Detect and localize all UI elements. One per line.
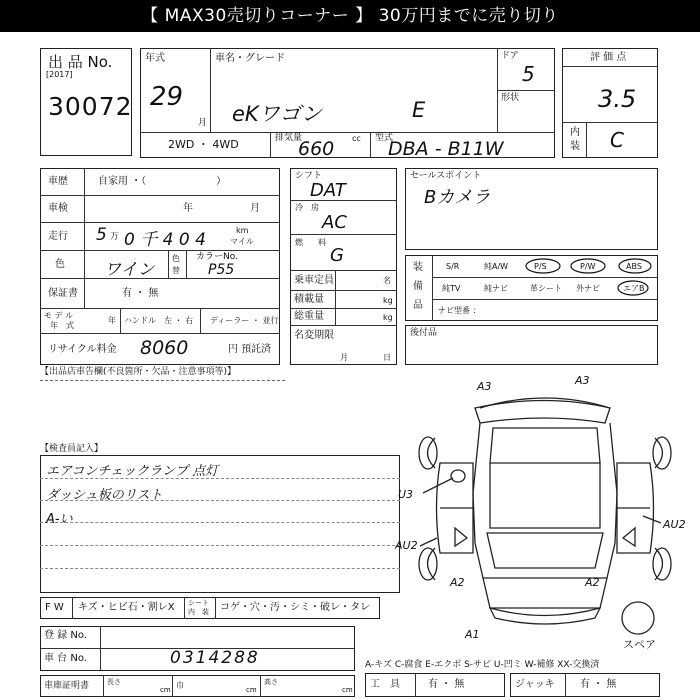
rear-glass — [490, 428, 600, 463]
equip-aw: 純A/W — [484, 262, 509, 271]
type-value: DBA - B11W — [388, 138, 504, 160]
shift-value: DAT — [310, 180, 346, 201]
au2-left-mark: AU2 — [395, 539, 418, 552]
capacity-label: 乗車定員 — [294, 275, 334, 286]
warranty-value: 有 ・ 無 — [122, 288, 159, 299]
front-glass — [487, 533, 603, 568]
length-unit: cm — [160, 686, 171, 694]
nenshiki-value: 29 — [150, 82, 184, 112]
inspection-year: 年 — [183, 203, 193, 214]
abs-circle-mark — [619, 259, 651, 273]
shape-label: 形状 — [501, 93, 520, 103]
colorno-value: P55 — [208, 262, 235, 278]
color-change-2: 替 — [172, 266, 180, 275]
interior-label-1: 内 — [570, 127, 580, 138]
recycle-value: 8060 — [140, 337, 189, 359]
right-mirror — [623, 528, 635, 546]
displacement-value: 660 — [298, 138, 335, 160]
sales-point-value: Bカメラ — [424, 187, 491, 208]
name-change-month: 月 — [340, 353, 348, 362]
shift-label: シフト — [295, 171, 323, 181]
handle-label: ハンドル 左 ・ 右 — [124, 316, 194, 325]
score-label: 評 価 点 — [590, 52, 627, 63]
inspector-label: 【検査員記入】 — [40, 444, 104, 454]
ac-label: 冷 房 — [295, 203, 319, 212]
color-label: 色 — [55, 259, 65, 270]
lot-number-label: 出 品 No. — [48, 53, 113, 71]
a3-top-left-mark: A3 — [477, 380, 492, 393]
roof-outline — [473, 423, 617, 578]
warranty-label: 保証書 — [48, 288, 78, 299]
color-value: ワイン — [104, 260, 155, 280]
navi-model-label: ナビ型番 ： — [438, 306, 481, 315]
tool-label: 工 具 — [370, 679, 400, 690]
mileage-unit-mile: マイル — [230, 237, 254, 246]
nenshiki-label: 年式 — [145, 53, 165, 64]
equipment-label-3: 品 — [413, 300, 423, 311]
equip-pw: P/W — [580, 262, 596, 271]
a1-bottom-mark: A1 — [465, 628, 480, 641]
airbag-circle-mark — [618, 281, 648, 295]
height-label: 高さ — [264, 678, 278, 686]
equipment-circles — [405, 255, 658, 321]
capacity-unit: 名 — [383, 276, 391, 285]
model-label: 車名・グレード — [215, 53, 285, 64]
model-year-label-1: モ デ ル — [44, 311, 74, 320]
name-change-label: 名変期限 — [294, 330, 334, 341]
fw-label: F W — [45, 602, 64, 613]
gross-label: 総重量 — [294, 311, 324, 322]
jack-label: ジャッキ — [515, 679, 555, 690]
roof-panel — [490, 463, 600, 528]
a2-left-mark: A2 — [450, 576, 465, 589]
cert-label: 車庫証明書 — [44, 681, 90, 691]
equipment-label-1: 装 — [413, 262, 423, 273]
spare-tire-circle — [622, 602, 654, 634]
car-damage-diagram — [395, 368, 700, 650]
load-label: 積載量 — [294, 294, 324, 305]
score-value: 3.5 — [598, 85, 637, 113]
name-change-day: 日 — [383, 353, 391, 362]
left-rear-fender — [428, 438, 436, 468]
au2-right-arrow — [643, 516, 661, 523]
mileage-label: 走行 — [48, 231, 68, 242]
note-line-3: A-い — [46, 512, 73, 527]
seat-label-2: 内 装 — [188, 608, 209, 616]
equip-ext-navi: 外ナビ — [576, 284, 600, 293]
ps-circle-mark — [526, 259, 560, 273]
spare-label: スペア — [623, 638, 656, 650]
equip-airbag: エアB — [623, 284, 645, 293]
equip-tv: 純TV — [442, 284, 461, 293]
recycle-unit: 円 預託済 — [228, 344, 272, 355]
fw-items: キズ・ヒビ石・割レX — [78, 602, 175, 613]
a2-right-mark: A2 — [585, 576, 600, 589]
chassis-value: 0314288 — [170, 648, 260, 668]
equip-navi: 純ナビ — [484, 284, 508, 293]
after-parts-box — [405, 325, 658, 365]
equipment-label-2: 備 — [413, 281, 423, 292]
chassis-label: 車 台 No. — [44, 653, 87, 664]
interior-value: C — [610, 128, 624, 152]
right-rear-fender — [655, 438, 663, 468]
mileage-man: 万 — [110, 232, 120, 242]
fuel-label-2: 料 — [318, 238, 326, 247]
equip-sr: S/R — [446, 262, 460, 271]
jack-value: 有 ・ 無 — [580, 679, 617, 690]
mileage-value-b: 0 千 4 0 4 — [124, 230, 206, 250]
ac-value: AC — [322, 212, 347, 233]
inspection-month: 月 — [250, 203, 260, 214]
notes-section-label: 【出品店車告欄(不良箇所・欠品・注意事項等)】 — [40, 367, 237, 377]
sales-point-label: セールスポイント — [410, 171, 482, 181]
tailgate-spoiler — [480, 398, 610, 408]
history-label: 車歴 — [48, 176, 68, 187]
note-line-1: エアコンチェックランプ 点灯 — [46, 464, 219, 479]
load-unit: kg — [383, 296, 393, 305]
door-value: 5 — [522, 62, 535, 86]
month-suffix: 月 — [198, 118, 208, 128]
length-label: 長さ — [107, 678, 121, 686]
grade-value: E — [412, 98, 426, 122]
model-value: eKワゴン — [232, 102, 322, 126]
door-label: ドア — [501, 51, 519, 61]
a3-top-right-mark: A3 — [575, 374, 590, 387]
equip-ps: P/S — [534, 262, 547, 271]
after-parts-label: 後付品 — [410, 328, 438, 338]
displacement-unit: cc — [352, 134, 361, 143]
front-bumper — [490, 608, 600, 624]
mileage-value-a: 5 — [96, 225, 107, 245]
model-year-label-2: 年 式 — [50, 321, 74, 330]
equip-leather: 革シート — [530, 284, 562, 293]
fuel-value: G — [330, 245, 344, 266]
interior-label-2: 装 — [570, 141, 580, 152]
left-mirror — [455, 528, 467, 546]
mileage-unit-km: km — [236, 226, 249, 235]
fuel-label-1: 燃 — [295, 238, 303, 247]
gross-unit: kg — [383, 313, 393, 322]
pw-circle-mark — [571, 259, 605, 273]
color-change-1: 色 — [172, 254, 180, 263]
model-year-unit: 年 — [108, 316, 116, 325]
history-value: 自家用 ・（ ） — [98, 176, 227, 187]
type-label: 型式 — [375, 133, 394, 143]
displacement-label: 排気量 — [275, 133, 303, 143]
au2-left-arrow — [420, 538, 437, 546]
height-unit: cm — [342, 686, 353, 694]
reg-no-label: 登 録 No. — [44, 630, 87, 641]
equip-abs: ABS — [626, 262, 642, 271]
inspection-label: 車検 — [48, 203, 68, 214]
damage-legend: A-キズ C-腐食 E-エクボ S-サビ U-凹ミ W-補修 XX-交換済 — [365, 660, 600, 670]
recycle-label: リサイクル料金 — [48, 344, 117, 355]
drive-label: 2WD ・ 4WD — [168, 138, 239, 151]
seat-items: コゲ・穴・汚・シミ・破レ・タレ — [220, 602, 370, 613]
tool-value: 有 ・ 無 — [428, 679, 465, 690]
width-unit: cm — [246, 686, 257, 694]
year-tag: [2017] — [46, 70, 73, 79]
width-label: 巾 — [176, 681, 184, 690]
dealer-label: ディーラー ・ 並行 — [210, 316, 279, 325]
lot-number: 30072 — [48, 92, 133, 121]
au2-right-mark: AU2 — [663, 518, 686, 531]
u3-left-mark: U3 — [398, 488, 414, 501]
u3-circle-mark — [451, 470, 465, 482]
page-banner: 【 MAX30売切りコーナー 】 30万円までに売り切り — [0, 0, 700, 32]
left-table — [40, 168, 280, 365]
note-line-2: ダッシュ板のリスト — [46, 488, 163, 503]
seat-label-1: シート — [188, 599, 209, 607]
colorno-label: カラーNo. — [196, 252, 238, 262]
